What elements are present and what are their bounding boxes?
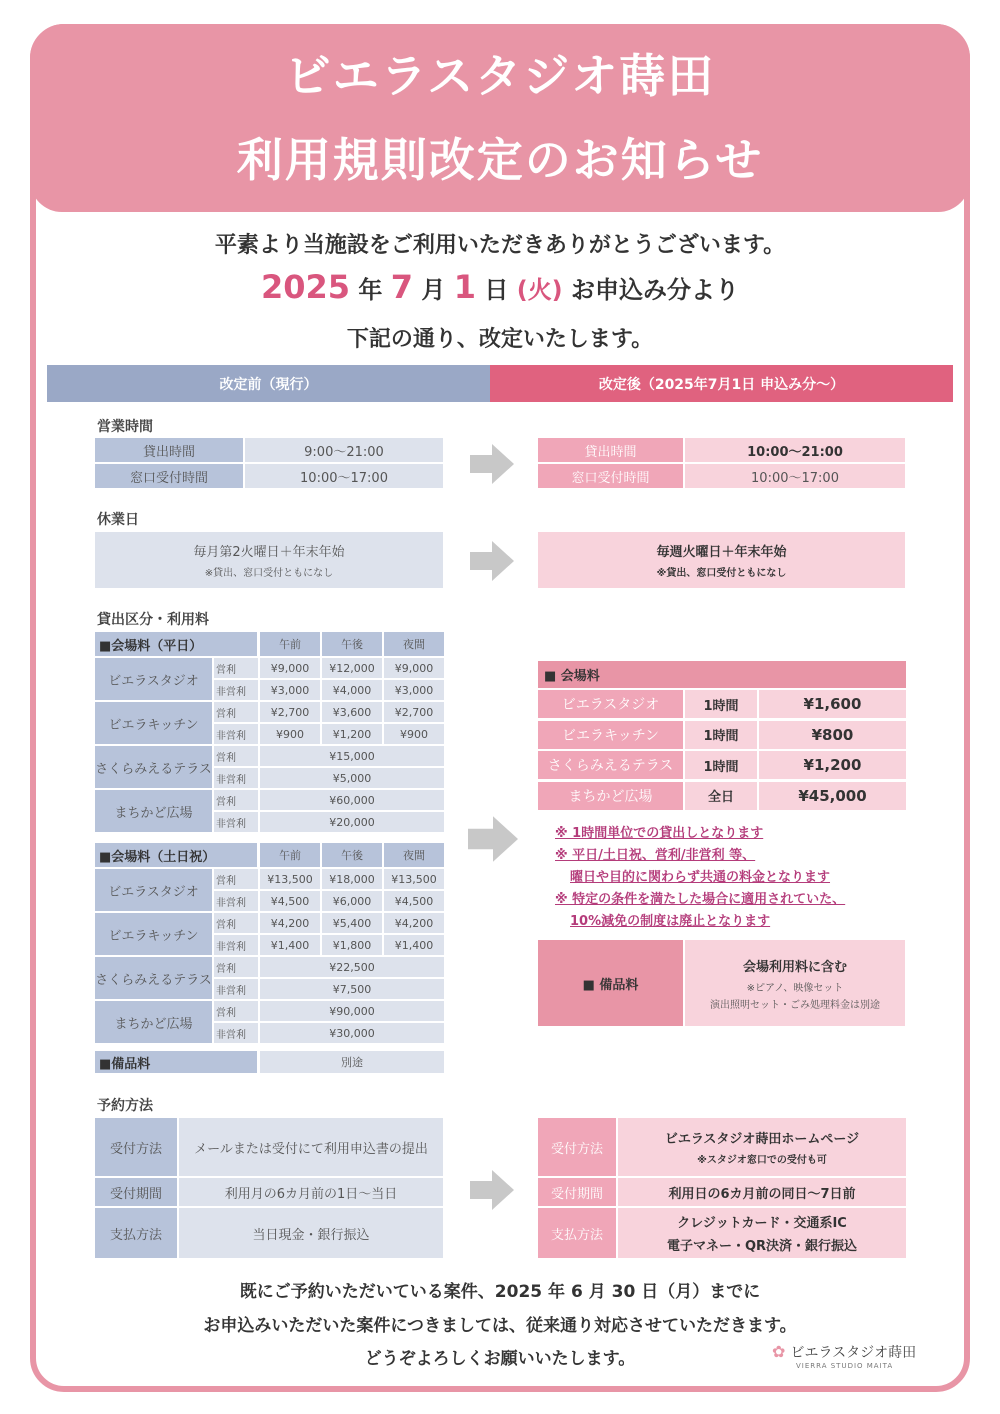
- note-5: 10%減免の制度は廃止となります: [570, 914, 771, 929]
- weekday-venue-1: ビエラキッチン: [95, 702, 212, 744]
- holiday-type: 営利: [214, 957, 258, 977]
- weekday-price: ¥900: [260, 724, 320, 744]
- after-unit-2: 1時間: [685, 751, 757, 779]
- after-price-3: ¥45,000: [759, 782, 906, 810]
- holiday-venue-0: ビエラスタジオ: [95, 869, 212, 911]
- section-hours: 営業時間: [97, 419, 153, 435]
- note-4: ※ 特定の条件を満たした場合に適用されていた、: [555, 892, 846, 907]
- weekday-type: 非営利: [214, 680, 258, 700]
- holiday-price: ¥1,800: [322, 935, 382, 955]
- weekday-price: ¥1,200: [322, 724, 382, 744]
- weekday-venue-2: さくらみえるテラス: [95, 746, 212, 788]
- weekday-price: ¥3,000: [384, 680, 444, 700]
- after-equip-note-1: ※ピアノ、映像セット: [746, 982, 844, 994]
- holiday-price: ¥90,000: [260, 1001, 444, 1021]
- hours-before-value-1: 9:00〜21:00: [245, 438, 443, 462]
- holiday-type: 営利: [214, 869, 258, 889]
- holiday-type: 非営利: [214, 891, 258, 911]
- logo: [772, 1342, 916, 1370]
- weekday-type: 営利: [214, 658, 258, 678]
- reserve-after-value-2: 利用日の6カ月前の同日〜7日前: [618, 1178, 906, 1206]
- holiday-price: ¥13,500: [384, 869, 444, 889]
- holiday-type: 非営利: [214, 1023, 258, 1043]
- weekday-price: ¥900: [384, 724, 444, 744]
- reserve-after-value-3: クレジットカード・交通系IC: [677, 1216, 847, 1231]
- after-venue-3: まちかど広場: [538, 782, 683, 810]
- weekday: (火): [516, 276, 563, 304]
- holiday-before-note: ※貸出、窓口受付ともになし: [204, 568, 334, 579]
- logo-text: ビエラスタジオ蒔田: [790, 1345, 917, 1361]
- note-3: 曜日や目的に関わらず共通の料金となります: [570, 870, 831, 885]
- logo-subtext: VIERRA STUDIO MAITA: [796, 1362, 894, 1370]
- flower-icon: ✿: [772, 1342, 786, 1361]
- reserve-after-value-1: ビエラスタジオ蒔田ホームページ: [664, 1132, 860, 1147]
- holiday-price: ¥4,200: [384, 913, 444, 933]
- day-unit: 日: [484, 276, 509, 304]
- after-equip-value: 会場利用料に含む: [742, 959, 847, 975]
- after-unit-3: 全日: [685, 782, 757, 810]
- weekday-type: 非営利: [214, 812, 258, 832]
- reserve-after-note-1: ※スタジオ窓口での受付も可: [697, 1155, 827, 1166]
- weekday-price: ¥3,000: [260, 680, 320, 700]
- after-unit-0: 1時間: [685, 690, 757, 718]
- after-price-1: ¥800: [759, 721, 906, 749]
- header-title-2: 利用規則改定のお知らせ: [236, 133, 764, 187]
- holiday-type: 営利: [214, 913, 258, 933]
- section-fees: 貸出区分・利用料: [97, 612, 209, 628]
- note-2: ※ 平日/土日祝、営利/非営利 等、: [555, 848, 756, 863]
- reserve-after-value-3-box: [618, 1208, 906, 1258]
- section-reserve: 予約方法: [97, 1098, 153, 1114]
- from-text: お申込み分より: [571, 276, 740, 304]
- reserve-after-label-2: 受付期間: [538, 1178, 616, 1206]
- weekday-type: 非営利: [214, 768, 258, 788]
- reserve-before-value-2: 利用月の6カ月前の1日〜当日: [179, 1178, 443, 1206]
- weekday-price: ¥15,000: [260, 746, 444, 766]
- holiday-price: ¥22,500: [260, 957, 444, 977]
- holiday-type: 営利: [214, 1001, 258, 1021]
- holiday-before: [95, 532, 443, 588]
- holiday-after-text: 毎週火曜日＋年末年始: [656, 545, 787, 560]
- after-price-2: ¥1,200: [759, 751, 906, 779]
- hours-after-label-1: 貸出時間: [538, 438, 683, 462]
- holiday-price: ¥7,500: [260, 979, 444, 999]
- after-equip-head: ■ 備品料: [538, 940, 683, 1026]
- equip-value: 別途: [260, 1051, 444, 1073]
- weekday-type: 営利: [214, 790, 258, 810]
- reserve-before-label-3: 支払方法: [95, 1208, 177, 1258]
- note-1: ※ 1時間単位での貸出しとなります: [555, 826, 764, 841]
- weekday-price: ¥60,000: [260, 790, 444, 810]
- after-unit-1: 1時間: [685, 721, 757, 749]
- hours-before-value-2: 10:00〜17:00: [245, 464, 443, 488]
- intro-date-line: [0, 268, 1000, 306]
- weekday-price: ¥3,600: [322, 702, 382, 722]
- after-venue-2: さくらみえるテラス: [538, 751, 683, 779]
- arrow-right-icon: [470, 444, 514, 484]
- holiday-col-2: 夜間: [384, 843, 444, 867]
- reserve-after-label-3: 支払方法: [538, 1208, 616, 1258]
- hours-before-label-2: 窓口受付時間: [95, 464, 243, 488]
- hours-before-label-1: 貸出時間: [95, 438, 243, 462]
- holiday-head: ■会場料（土日祝）: [95, 843, 257, 867]
- equip-head: ■備品料: [95, 1051, 257, 1073]
- year: 2025: [260, 268, 351, 306]
- after-venue-1: ビエラキッチン: [538, 721, 683, 749]
- year-unit: 年: [358, 276, 383, 304]
- holiday-price: ¥13,500: [260, 869, 320, 889]
- weekday-head: ■会場料（平日）: [95, 632, 257, 656]
- after-equip-note-2: 演出照明セット・ごみ処理料金は別途: [710, 999, 880, 1011]
- month-unit: 月: [421, 276, 446, 304]
- reserve-after-value-1-box: [618, 1118, 906, 1176]
- weekday-price: ¥20,000: [260, 812, 444, 832]
- after-price-0: ¥1,600: [759, 690, 906, 718]
- month: 7: [390, 268, 414, 306]
- weekday-price: ¥2,700: [260, 702, 320, 722]
- reserve-after-label-1: 受付方法: [538, 1118, 616, 1176]
- header-title-1: ビエラスタジオ蒔田: [284, 49, 716, 103]
- after-venue-0: ビエラスタジオ: [538, 690, 683, 718]
- column-after: 改定後（2025年7月1日 申込み分〜）: [490, 365, 953, 402]
- column-before: 改定前（現行）: [47, 365, 490, 402]
- weekday-type: 非営利: [214, 724, 258, 744]
- holiday-price: ¥4,200: [260, 913, 320, 933]
- weekday-venue-0: ビエラスタジオ: [95, 658, 212, 700]
- hours-after-value-1: 10:00〜21:00: [685, 438, 905, 462]
- reserve-after-value-3b: 電子マネー・QR決済・銀行振込: [666, 1239, 858, 1254]
- weekday-price: ¥9,000: [384, 658, 444, 678]
- footer-line-1: 既にご予約いただいている案件、2025 年 6 月 30 日（月）までに: [239, 1282, 761, 1302]
- holiday-price: ¥18,000: [322, 869, 382, 889]
- day: 1: [453, 268, 476, 306]
- header-banner: [30, 24, 970, 212]
- intro-line-1: 平素より当施設をご利用いただきありがとうございます。: [214, 233, 786, 258]
- after-equip-value-box: [685, 940, 905, 1026]
- footer-line-2: お申込みいただいた案件につきましては、従来通り対応させていただきます。: [203, 1316, 797, 1336]
- holiday-price: ¥5,400: [322, 913, 382, 933]
- hours-after-label-2: 窓口受付時間: [538, 464, 683, 488]
- holiday-price: ¥1,400: [384, 935, 444, 955]
- holiday-venue-1: ビエラキッチン: [95, 913, 212, 955]
- hours-after-value-2: 10:00〜17:00: [685, 464, 905, 488]
- holiday-price: ¥4,500: [260, 891, 320, 911]
- weekday-price: ¥5,000: [260, 768, 444, 788]
- weekday-type: 営利: [214, 746, 258, 766]
- holiday-before-text: 毎月第2火曜日＋年末年始: [193, 545, 345, 560]
- holiday-venue-3: まちかど広場: [95, 1001, 212, 1043]
- reserve-before-value-1: メールまたは受付にて利用申込書の提出: [179, 1118, 443, 1176]
- holiday-after-note: ※貸出、窓口受付ともになし: [656, 568, 787, 579]
- holiday-price: ¥6,000: [322, 891, 382, 911]
- arrow-right-icon: [470, 1170, 514, 1210]
- holiday-price: ¥1,400: [260, 935, 320, 955]
- holiday-venue-2: さくらみえるテラス: [95, 957, 212, 999]
- section-holiday: 休業日: [97, 512, 139, 528]
- arrow-right-icon: [468, 815, 518, 863]
- holiday-after: [538, 532, 905, 588]
- holiday-price: ¥30,000: [260, 1023, 444, 1043]
- reserve-before-label-1: 受付方法: [95, 1118, 177, 1176]
- holiday-col-1: 午後: [322, 843, 382, 867]
- weekday-col-2: 夜間: [384, 632, 444, 656]
- after-fee-head: ■ 会場料: [538, 661, 906, 688]
- weekday-price: ¥4,000: [322, 680, 382, 700]
- reserve-before-label-2: 受付期間: [95, 1178, 177, 1206]
- arrow-right-icon: [470, 541, 514, 581]
- weekday-price: ¥2,700: [384, 702, 444, 722]
- weekday-col-0: 午前: [260, 632, 320, 656]
- holiday-col-0: 午前: [260, 843, 320, 867]
- weekday-price: ¥9,000: [260, 658, 320, 678]
- footer-line-3: どうぞよろしくお願いいたします。: [364, 1349, 636, 1369]
- holiday-type: 非営利: [214, 935, 258, 955]
- weekday-type: 営利: [214, 702, 258, 722]
- reserve-before-value-3: 当日現金・銀行振込: [179, 1208, 443, 1258]
- weekday-col-1: 午後: [322, 632, 382, 656]
- intro-line-3: 下記の通り、改定いたします。: [346, 327, 654, 352]
- weekday-venue-3: まちかど広場: [95, 790, 212, 832]
- holiday-type: 非営利: [214, 979, 258, 999]
- holiday-price: ¥4,500: [384, 891, 444, 911]
- weekday-price: ¥12,000: [322, 658, 382, 678]
